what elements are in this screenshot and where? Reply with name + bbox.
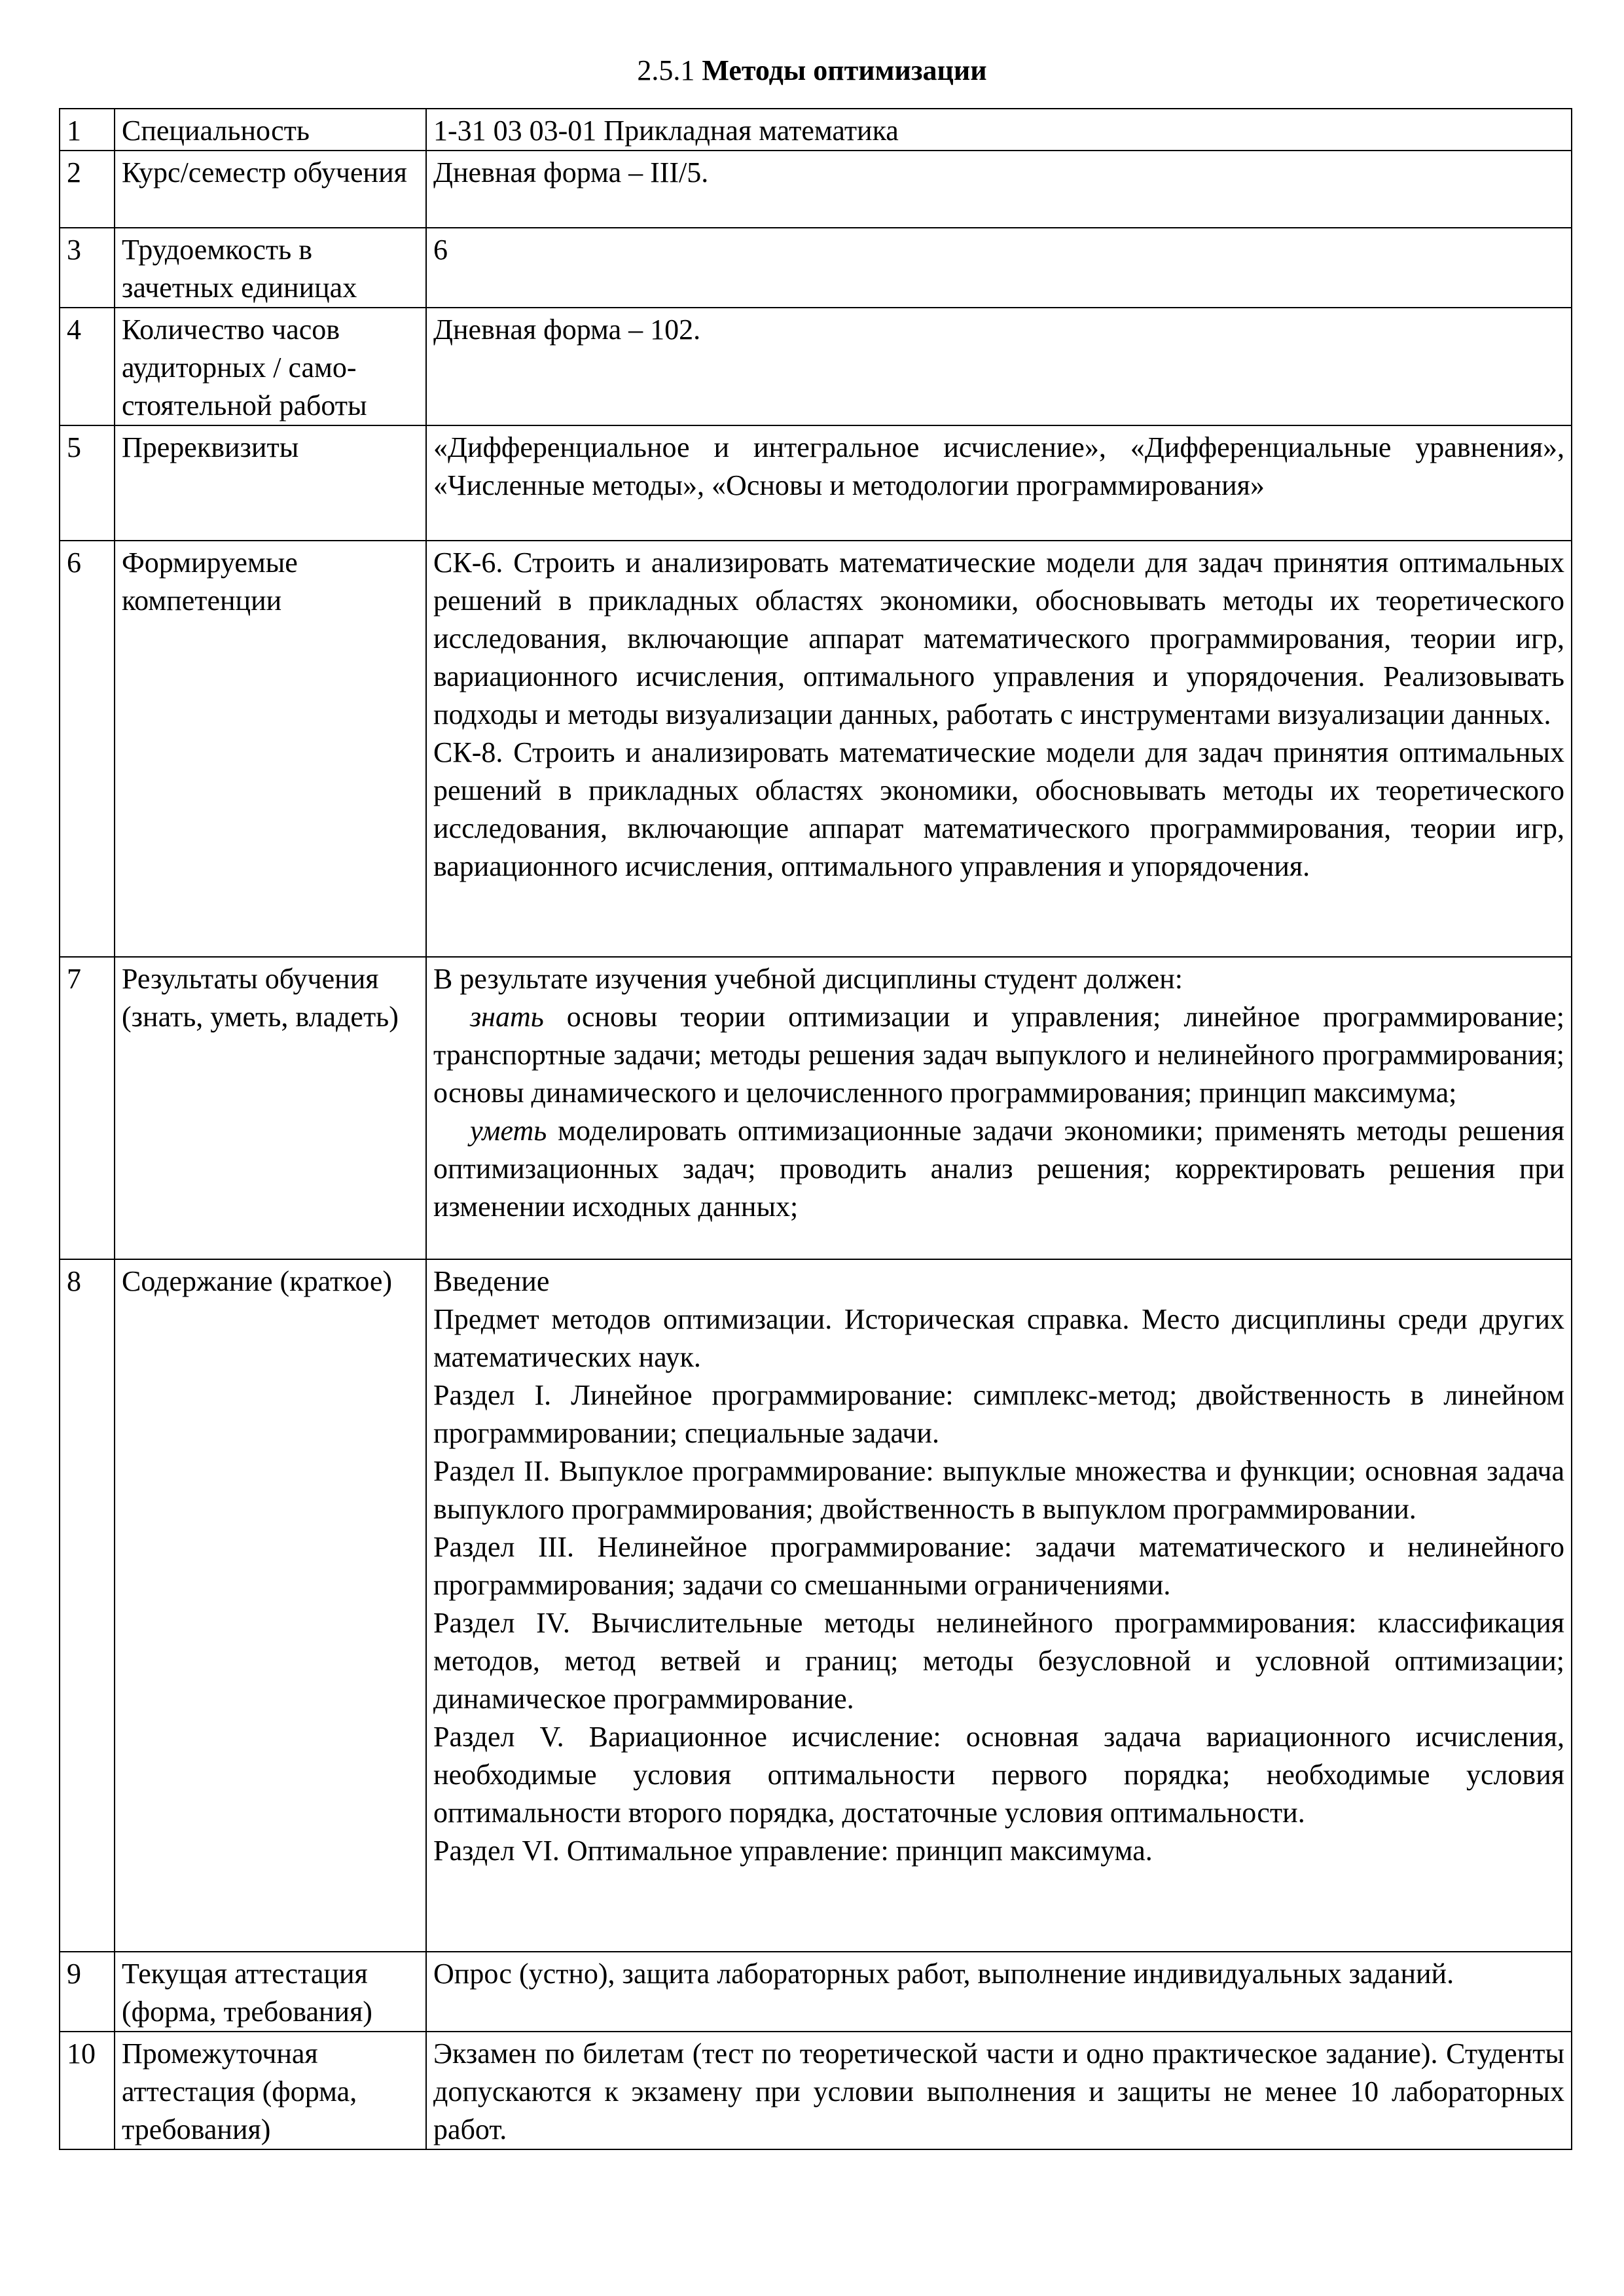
results-intro: В результате изучения учебной дисциплины студент должен: [433,963,1183,995]
table-row [60,2032,1572,2149]
table-row [60,1259,1572,1952]
section-title: Методы оптимизации [702,54,987,86]
row-number: 7 [60,957,115,1259]
section-number: 2.5.1 [637,54,695,86]
page-title [0,51,1624,90]
competence-sk6: СК-6. Строить и анализировать математические модели для задач принятия оптимальных решений в прикладных областях экономики, обосновывать методы их теоретического исследования, включающие аппарат математического программирования, теории игр, вариационного исчисления, оптимального управления и упорядочения. Реализовывать подходы и методы визуализации данных, работать с инструментами визуализации данных. [433,547,1564,730]
content-subject: Предмет методов оптимизации. Историческая справка. Место дисциплины среди других математических наук. [433,1303,1564,1373]
know-keyword: знать [470,1001,544,1033]
can-keyword: уметь [470,1115,547,1147]
content-section-1: Раздел I. Линейное программирование: симплекс-метод; двойственность в линейном программировании; специальные задачи. [433,1379,1564,1449]
competence-sk8: СК-8. Строить и анализировать математические модели для задач принятия оптимальных решений в прикладных областях экономики, обосновывать методы их теоретического исследования, включающие аппарат математического программирования, теории игр, вариационного исчисления, оптимального управления и упорядочения. [433,736,1564,882]
course-info-table [59,108,1572,2150]
row-label: Формируемые компетенции [115,541,426,957]
row-value: Дневная форма – III/5. [426,151,1572,228]
know-text: основы теории оптимизации и управления; линейное программирование; транспортные задачи; методы решения задач выпуклого и нелинейного программирования; основы динамического и целочисленного программирования; принцип максимума; [433,1001,1564,1109]
content-section-2: Раздел II. Выпуклое программирование: выпуклые множества и функции; основная задача выпуклого программирования; двойственность в выпуклом программировании. [433,1455,1564,1525]
row-number: 2 [60,151,115,228]
row-value: Дневная форма – 102. [426,308,1572,425]
table-row [60,151,1572,228]
row-number: 8 [60,1259,115,1952]
can-text: моделировать оптимизационные задачи экономики; применять методы решения оптимизационных задач; проводить анализ решения; корректировать решения при изменении исходных данных; [433,1115,1564,1223]
row-number: 9 [60,1952,115,2032]
content-section-4: Раздел IV. Вычислительные методы нелинейного программирования: классификация методов, метод ветвей и границ; методы безусловной и условной оптимизации; динамическое программирование. [433,1607,1564,1715]
row-number: 3 [60,228,115,308]
results-know [433,998,1564,1112]
table-row [60,1952,1572,2032]
row-number: 6 [60,541,115,957]
table-row [60,541,1572,957]
row-number: 4 [60,308,115,425]
row-label: Трудоемкость в зачетных единицах [115,228,426,308]
content-section-6: Раздел VI. Оптимальное управление: принцип максимума. [433,1835,1153,1867]
row-label: Курс/семестр обучения [115,151,426,228]
content-section-3: Раздел III. Нелинейное программирование: задачи математического и нелинейного программирования; задачи со смешанными ограничениями. [433,1531,1564,1601]
table-row [60,308,1572,425]
row-value [426,1259,1572,1952]
row-value: Опрос (устно), защита лабораторных работ, выполнение индивидуальных заданий. [426,1952,1572,2032]
table-row [60,228,1572,308]
table-row [60,425,1572,541]
row-number: 5 [60,425,115,541]
row-value [426,541,1572,957]
content-introduction: Введение [433,1265,550,1297]
row-value [426,957,1572,1259]
results-can [433,1112,1564,1226]
row-label: Пререквизиты [115,425,426,541]
row-label: Специальность [115,109,426,151]
row-number: 10 [60,2032,115,2149]
row-label: Результаты обучения (знать, уметь, владеть) [115,957,426,1259]
row-value: Экзамен по билетам (тест по теоретической части и одно практическое задание). Студенты допускаются к экзамену при условии выполнения и защиты не менее 10 лабораторных работ. [426,2032,1572,2149]
row-label: Текущая аттестация (форма, требования) [115,1952,426,2032]
row-label: Содержание (краткое) [115,1259,426,1952]
content-section-5: Раздел V. Вариационное исчисление: основная задача вариационного исчисления, необходимые условия оптимальности первого порядка; необходимые условия оптимальности второго порядка, достаточные условия оптимальности. [433,1721,1564,1829]
table-row [60,957,1572,1259]
table-row [60,109,1572,151]
row-label: Промежуточная аттестация (форма, требования) [115,2032,426,2149]
row-label: Количество часов аудиторных / само-стоятельной работы [115,308,426,425]
row-value: «Дифференциальное и интегральное исчисление», «Дифференциальные уравнения», «Численные методы», «Основы и методологии программирования» [426,425,1572,541]
row-value: 6 [426,228,1572,308]
row-number: 1 [60,109,115,151]
row-value: 1-31 03 03-01 Прикладная математика [426,109,1572,151]
